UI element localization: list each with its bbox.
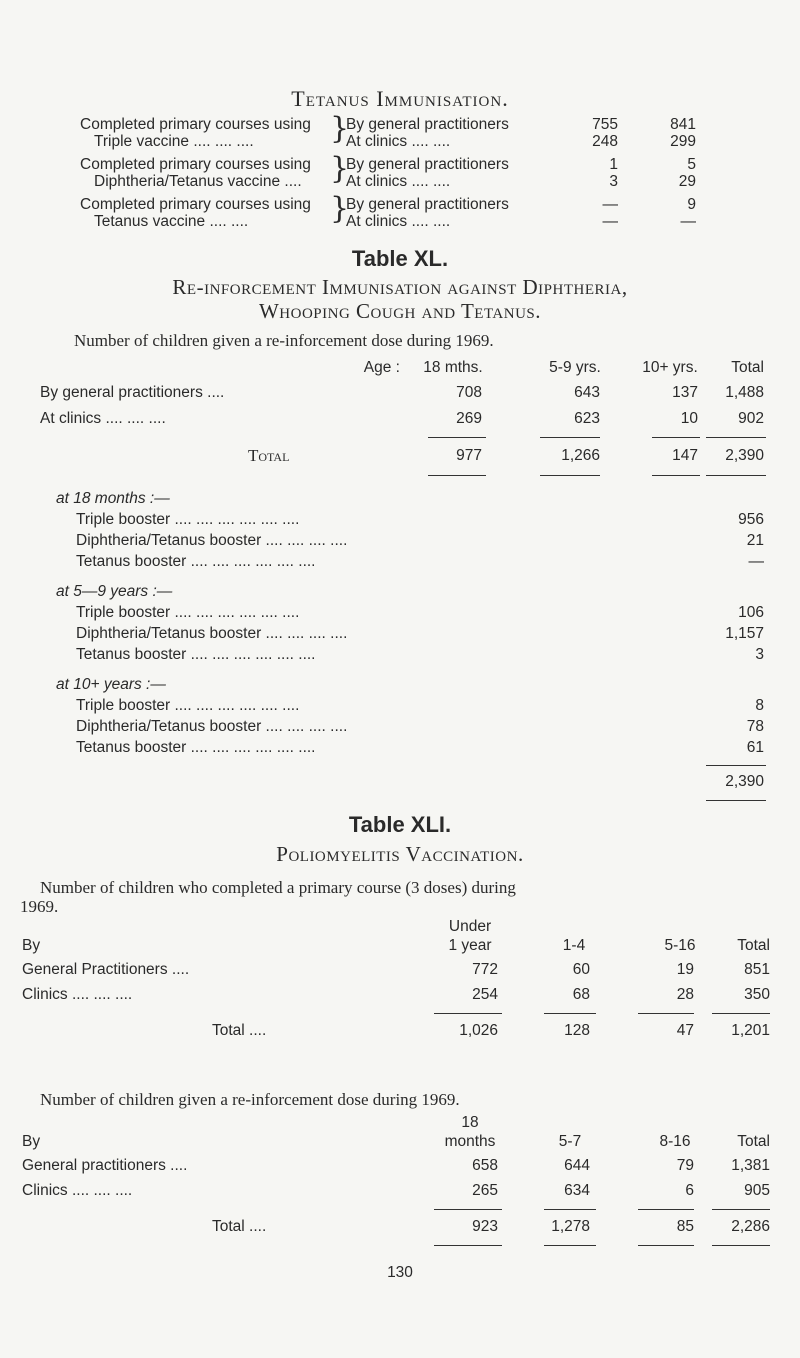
list-item-value: 61 — [746, 739, 764, 756]
polio-primary-cell: 254 — [472, 986, 498, 1003]
polio-primary-col-under-top: Under — [448, 918, 492, 935]
polio-reinf-cell: 634 — [564, 1182, 590, 1199]
polio-reinf-total: 923 — [472, 1218, 498, 1235]
polio-primary-total-label: Total .... — [212, 1022, 267, 1039]
polio-reinf-cell: 1,381 — [731, 1157, 770, 1174]
polio-primary-total: 47 — [676, 1022, 694, 1039]
tetanus-group-3-line2: Tetanus vaccine .... .... — [94, 213, 249, 230]
rule — [544, 1013, 596, 1014]
table-40-total: 1,266 — [561, 447, 600, 464]
brace-icon: } — [330, 191, 350, 226]
list-item: Diphtheria/Tetanus booster .... .... .... .... — [76, 532, 348, 549]
list-item: Diphtheria/Tetanus booster .... .... .... .... — [76, 625, 348, 642]
rule — [638, 1209, 694, 1210]
tetanus-group-1-r1: By general practitioners — [346, 116, 509, 133]
table-40-age-label: Age : — [363, 359, 400, 376]
list-item-value: 956 — [738, 511, 764, 528]
polio-reinf-total: 85 — [676, 1218, 694, 1235]
polio-primary-by: By — [22, 937, 41, 954]
polio-primary-cell: 19 — [676, 961, 694, 978]
list-item-value: 8 — [755, 697, 764, 714]
tetanus-group-2-r2: At clinics .... .... — [346, 173, 451, 190]
table-40-title-line1: Re-inforcement Immunisation against Diphtheria, — [172, 275, 628, 299]
polio-reinf-cell: 265 — [472, 1182, 498, 1199]
tetanus-group-3-a2: — — [602, 213, 618, 230]
table-40-col-5-9: 5-9 yrs. — [549, 359, 601, 376]
tetanus-group-2-line1: Completed primary courses using — [80, 156, 311, 173]
list-item-value: — — [748, 553, 764, 570]
list-item: Triple booster .... .... .... .... .... .... — [76, 697, 300, 714]
table-40-total: 2,390 — [725, 447, 764, 464]
list-item-value: 78 — [746, 718, 764, 735]
table-40-col-18mths: 18 mths. — [423, 359, 483, 376]
tetanus-group-3-b1: 9 — [687, 196, 696, 213]
list-item: Tetanus booster .... .... .... .... .... .... — [76, 739, 316, 756]
rule — [434, 1013, 502, 1014]
table-40-col-10plus: 10+ yrs. — [642, 359, 698, 376]
polio-primary-cell: 851 — [744, 961, 770, 978]
polio-primary-row-label: Clinics .... .... .... — [22, 986, 133, 1003]
rule — [434, 1209, 502, 1210]
list-item: Tetanus booster .... .... .... .... .... .... — [76, 646, 316, 663]
table-40-total: 977 — [456, 447, 482, 464]
page-number: 130 — [387, 1264, 413, 1281]
tetanus-group-2-b2: 29 — [678, 173, 696, 190]
polio-primary-col-total: Total — [737, 937, 770, 954]
rule — [712, 1209, 770, 1210]
table-40-title-line2: Whooping Cough and Tetanus. — [258, 299, 542, 323]
table-40-cell: 269 — [456, 410, 482, 427]
tetanus-group-3-a1: — — [602, 196, 618, 213]
list-item: Triple booster .... .... .... .... .... .... — [76, 604, 300, 621]
polio-primary-cell: 60 — [572, 961, 590, 978]
table-40-cell: 708 — [456, 384, 482, 401]
tetanus-group-3-line1: Completed primary courses using — [80, 196, 311, 213]
polio-reinf-total: 1,278 — [551, 1218, 590, 1235]
polio-reinf-cell: 905 — [744, 1182, 770, 1199]
table-41-label: Table XLI. — [348, 812, 452, 837]
table-40-subtitle: Number of children given a re-inforcement dose during 1969. — [74, 331, 494, 350]
rule — [706, 475, 766, 476]
table-40-cell: 643 — [574, 384, 600, 401]
table-41-title: Poliomyelitis Vaccination. — [276, 842, 524, 866]
section-heading: at 18 months :— — [56, 490, 170, 507]
polio-reinf-cell: 644 — [564, 1157, 590, 1174]
rule — [706, 437, 766, 438]
table-40-cell: 1,488 — [725, 384, 764, 401]
tetanus-group-1-a2: 248 — [592, 133, 618, 150]
rule — [638, 1013, 694, 1014]
list-item-value: 106 — [738, 604, 764, 621]
polio-primary-total: 128 — [564, 1022, 590, 1039]
table-40-cell: 623 — [574, 410, 600, 427]
tetanus-group-3-r1: By general practitioners — [346, 196, 509, 213]
rule — [544, 1209, 596, 1210]
rule — [706, 800, 766, 801]
table-40-col-total: Total — [731, 359, 764, 376]
polio-reinf-col-8-16: 8-16 — [659, 1133, 691, 1150]
rule — [544, 1245, 596, 1246]
rule — [712, 1245, 770, 1246]
rule — [652, 437, 700, 438]
tetanus-group-3-r2: At clinics .... .... — [346, 213, 451, 230]
polio-reinf-row-label: General practitioners .... — [22, 1157, 188, 1174]
rule — [428, 475, 486, 476]
polio-primary-subtitle-year: 1969. — [20, 897, 59, 916]
tetanus-group-1-line2: Triple vaccine .... .... .... — [94, 133, 254, 150]
rule — [540, 475, 600, 476]
tetanus-group-2-r1: By general practitioners — [346, 156, 509, 173]
rule — [712, 1013, 770, 1014]
table-40-total-label: Total — [248, 446, 290, 465]
polio-reinf-col-5-7: 5-7 — [558, 1133, 582, 1150]
tetanus-group-1-a1: 755 — [592, 116, 618, 133]
polio-primary-col-under-bottom: 1 year — [448, 937, 492, 954]
tetanus-title: Tetanus Immunisation. — [291, 86, 509, 111]
tetanus-group-1-b2: 299 — [670, 133, 696, 150]
polio-primary-total: 1,201 — [731, 1022, 770, 1039]
section-heading: at 5—9 years :— — [56, 583, 173, 600]
table-40-cell: 902 — [738, 410, 764, 427]
rule — [638, 1245, 694, 1246]
polio-primary-cell: 772 — [472, 961, 498, 978]
list-item-value: 21 — [746, 532, 764, 549]
table-40-cell: 137 — [672, 384, 698, 401]
polio-reinf-total-label: Total .... — [212, 1218, 267, 1235]
polio-primary-total: 1,026 — [459, 1022, 498, 1039]
polio-primary-subtitle: Number of children who completed a primary course (3 doses) during — [40, 878, 516, 897]
tetanus-group-1-b1: 841 — [670, 116, 696, 133]
polio-primary-cell: 68 — [572, 986, 590, 1003]
polio-primary-col-5-16: 5-16 — [664, 937, 696, 954]
rule — [706, 765, 766, 766]
polio-reinf-col-total: Total — [737, 1133, 770, 1150]
polio-reinf-col-18-top: 18 — [461, 1114, 479, 1131]
table-40-grand-total: 2,390 — [725, 773, 764, 790]
list-item: Triple booster .... .... .... .... .... .... — [76, 511, 300, 528]
table-40-total: 147 — [672, 447, 698, 464]
rule — [434, 1245, 502, 1246]
tetanus-group-2-b1: 5 — [687, 156, 696, 173]
list-item: Tetanus booster .... .... .... .... .... .... — [76, 553, 316, 570]
brace-icon: } — [330, 111, 350, 146]
polio-primary-col-1-4: 1-4 — [562, 937, 586, 954]
polio-reinf-cell: 79 — [676, 1157, 694, 1174]
polio-primary-row-label: General Practitioners .... — [22, 961, 190, 978]
polio-reinf-by: By — [22, 1133, 41, 1150]
list-item: Diphtheria/Tetanus booster .... .... .... .... — [76, 718, 348, 735]
rule — [540, 437, 600, 438]
polio-reinforcement-subtitle: Number of children given a re-inforcement dose during 1969. — [40, 1090, 460, 1109]
polio-primary-cell: 28 — [676, 986, 694, 1003]
rule — [652, 475, 700, 476]
list-item-value: 1,157 — [725, 625, 764, 642]
polio-reinf-cell: 658 — [472, 1157, 498, 1174]
polio-reinf-col-18-bottom: months — [444, 1133, 496, 1150]
tetanus-group-2-a2: 3 — [609, 173, 618, 190]
polio-primary-cell: 350 — [744, 986, 770, 1003]
polio-reinf-row-label: Clinics .... .... .... — [22, 1182, 133, 1199]
brace-icon: } — [330, 151, 350, 186]
polio-reinf-cell: 6 — [685, 1182, 694, 1199]
tetanus-group-3-b2: — — [680, 213, 696, 230]
list-item-value: 3 — [755, 646, 764, 663]
tetanus-group-2-a1: 1 — [609, 156, 618, 173]
table-40-cell: 10 — [680, 410, 698, 427]
table-40-row-label: By general practitioners .... — [40, 384, 225, 401]
tetanus-group-2-line2: Diphtheria/Tetanus vaccine .... — [94, 173, 302, 190]
table-40-label: Table XL. — [351, 246, 449, 271]
tetanus-group-1-r2: At clinics .... .... — [346, 133, 451, 150]
polio-reinf-total: 2,286 — [731, 1218, 770, 1235]
table-40-row-label: At clinics .... .... .... — [40, 410, 166, 427]
tetanus-group-1-line1: Completed primary courses using — [80, 116, 311, 133]
section-heading: at 10+ years :— — [56, 676, 166, 693]
rule — [428, 437, 486, 438]
